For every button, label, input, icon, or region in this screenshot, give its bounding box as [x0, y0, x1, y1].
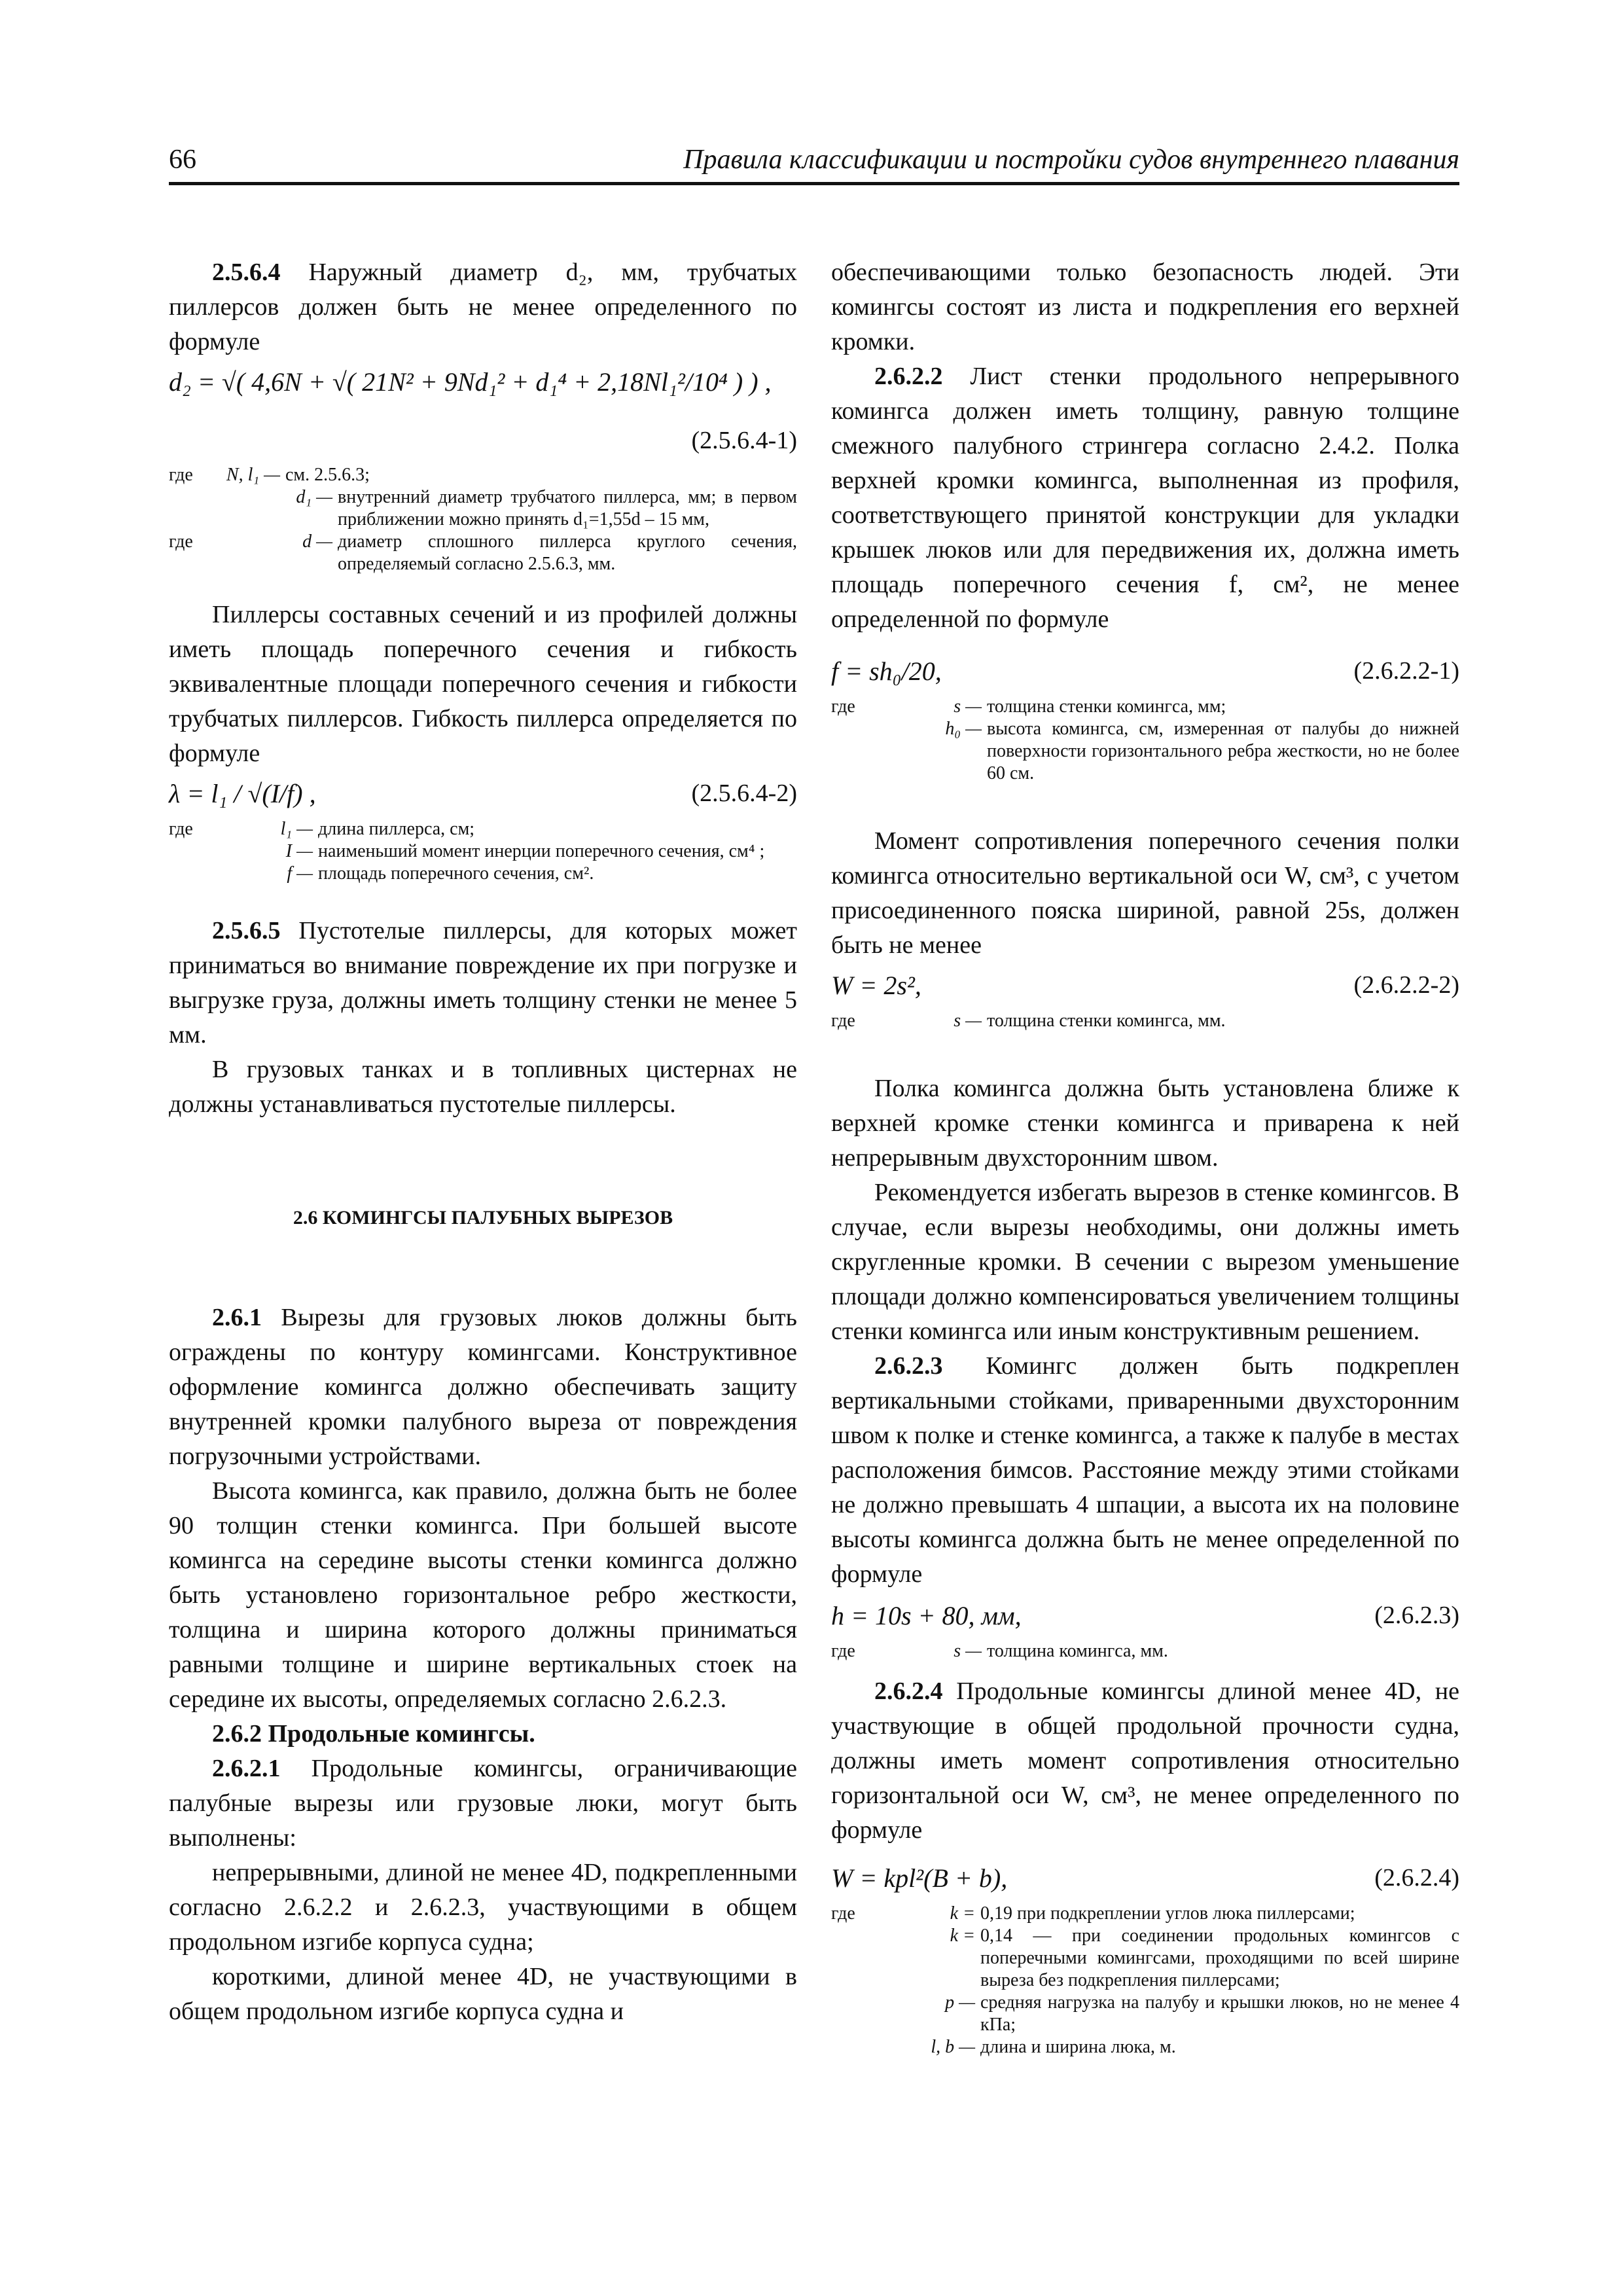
- formula-2564-1: [169, 365, 797, 404]
- running-header: [169, 143, 1459, 185]
- paragraph-height: Высота комингса, как правило, должна быть не более 90 толщин стенки комингса. При большей высоте комингса на середине высоты стенки комингса должно быть установлено горизонтальное ребро жесткости, толщина и ширина которого должны приниматься равными толщине и ширине вертикальных стоек на середине их высоты, определяемых согласно 2.6.2.3.: [169, 1477, 797, 1713]
- formula-2564-2: [169, 776, 797, 816]
- formula-number: (2.6.2.2-2): [1353, 971, 1459, 999]
- where-row: где s — толщина стенки комингса, мм;: [831, 696, 1226, 717]
- paragraph-moment: Момент сопротивления поперечного сечения полки комингса относительно вертикальной оси W, см³, с учетом присоединенного пояска шириной, равной 25s, должен быть не менее: [831, 827, 1459, 959]
- where-block-2: [169, 818, 797, 885]
- where-block-1: [169, 464, 797, 575]
- formula-number-row: [169, 423, 797, 461]
- where-row: l, b — длина и ширина люка, м.: [931, 2037, 1176, 2057]
- where-row: где s — толщина стенки комингса, мм.: [831, 1011, 1226, 1031]
- paragraph-2623: 2.6.2.3 Комингс должен быть подкреплен вертикальными стойками, приваренными двухсторонним швом к полке и стенке комингса, а также к палубе в местах расположения бимсов. Расстояние между этими стойками не должно превышать 4 шпации, а высота их на половине высоты комингса должна быть не менее определенной по формуле: [831, 1352, 1459, 1588]
- where-row: d₁ — внутренний диаметр трубчатого пиллерса, мм; в первом приближении можно принять d₁=1,55d – 15 мм,: [296, 487, 797, 529]
- paragraph-continuous: непрерывными, длиной не менее 4D, подкрепленными согласно 2.6.2.2 и 2.6.2.3, участвующими в общем продольном изгибе корпуса судна;: [169, 1859, 797, 1956]
- where-block-3: [831, 696, 1459, 785]
- formula-expression: λ = l₁ / √(I/f) ,: [169, 779, 316, 808]
- paragraph-composite-pillars: Пиллерсы составных сечений и из профилей должны иметь площадь поперечного сечения и гибкость эквивалентные площади поперечного сечения и гибкости трубчатых пиллерсов. Гибкость пиллерса определяется по формуле: [169, 601, 797, 767]
- formula-number: (2.5.6.4-2): [691, 780, 797, 807]
- where-row: p — средняя нагрузка на палубу и крышки люков, но не менее 4 кПа;: [945, 1992, 1459, 2035]
- left-column: [169, 255, 797, 2029]
- formula-2624: [831, 1861, 1459, 1900]
- formula-expression: f = sh₀/20,: [831, 656, 942, 686]
- formula-2623: [831, 1598, 1459, 1638]
- running-title: Правила классификации и постройки судов внутреннего плавания: [683, 145, 1459, 175]
- where-row: k = 0,14 — при соединении продольных комингсов с поперечными комингсами, проходящими по всей ширине выреза без подкрепления пиллерсами;: [950, 1926, 1459, 1990]
- formula-number: (2.6.2.2-1): [1353, 657, 1459, 685]
- where-row: где N, l₁ — см. 2.5.6.3;: [169, 465, 370, 485]
- where-row: h₀ — высота комингса, см, измеренная от палубы до нижней поверхности горизонтального ребра жесткости, но не более 60 см.: [945, 719, 1459, 783]
- formula-expression: d₂ = √( 4,6N + √( 21N² + 9Nd₁² + d₁⁴ + 2,18Nl₁²/10⁴ ) ) ,: [169, 367, 772, 397]
- where-block-6: [831, 1903, 1459, 2058]
- formula-expression: W = 2s²,: [831, 971, 921, 1000]
- formula-expression: h = 10s + 80, мм,: [831, 1601, 1022, 1630]
- formula-number: (2.6.2.3): [1374, 1602, 1459, 1629]
- where-block-5: [831, 1640, 1459, 1662]
- paragraph-tanks: В грузовых танках и в топливных цистернах не должны устанавливаться пустотелые пиллерсы.: [169, 1056, 797, 1118]
- section-title: 2.6 КОМИНГСЫ ПАЛУБНЫХ ВЫРЕЗОВ: [293, 1207, 673, 1229]
- paragraph-flange: Полка комингса должна быть установлена ближе к верхней кромке стенки комингса и приварена к ней непрерывным двухсторонним швом.: [831, 1075, 1459, 1172]
- where-row: где k = 0,19 при подкреплении углов люка пиллерсами;: [831, 1903, 1355, 1924]
- where-row: I — наименьший момент инерции поперечного сечения, см⁴ ;: [285, 841, 765, 861]
- where-block-4: [831, 1010, 1459, 1032]
- paragraph-short: короткими, длиной менее 4D, не участвующими в общем продольном изгибе корпуса судна и: [169, 1963, 797, 2025]
- paragraph-cutouts: Рекомендуется избегать вырезов в стенке комингсов. В случае, если вырезы необходимы, они должны иметь скругленные кромки. В сечении с вырезом уменьшение площади должно компенсироваться увеличением толщины стенки комингса или иным конструктивным решением.: [831, 1179, 1459, 1345]
- formula-number: (2.5.6.4-1): [691, 427, 797, 454]
- formula-expression: W = kpl²(B + b),: [831, 1863, 1008, 1893]
- where-row: f — площадь поперечного сечения, см².: [287, 863, 594, 884]
- paragraph-2621: 2.6.2.1 Продольные комингсы, ограничивающие палубные вырезы или грузовые люки, могут быть выполнены:: [169, 1755, 797, 1852]
- formula-2622-1: [831, 654, 1459, 693]
- where-row: где l₁ — длина пиллерса, см;: [169, 819, 475, 839]
- paragraph-2564: 2.5.6.4 Наружный диаметр d₂, мм, трубчатых пиллерсов должен быть не менее определенного по формуле: [169, 259, 797, 355]
- paragraph-continuation: обеспечивающими только безопасность людей. Эти комингсы состоят из листа и подкрепления его верхней кромки.: [831, 259, 1459, 355]
- formula-number: (2.6.2.4): [1374, 1864, 1459, 1892]
- right-column: [831, 255, 1459, 2058]
- paragraph-2624: 2.6.2.4 Продольные комингсы длиной менее 4D, не участвующие в общей продольной прочности судна, должны иметь момент сопротивления относительно горизонтальной оси W, см³, не менее определенного по формуле: [831, 1677, 1459, 1844]
- paragraph-262: 2.6.2 Продольные комингсы.: [212, 1720, 535, 1748]
- paragraph-2622: 2.6.2.2 Лист стенки продольного непрерывного комингса должен иметь толщину, равную толщине смежного палубного стрингера согласно 2.4.2. Полка верхней кромки комингса, выполненная из профиля, соответствующего принятой конструкции для укладки крышек люков или для передвижения их, должна иметь площадь поперечного сечения f, см², не менее определенной по формуле: [831, 363, 1459, 633]
- where-row: где s — толщина комингса, мм.: [831, 1641, 1168, 1661]
- formula-2622-2: [831, 968, 1459, 1007]
- paragraph-2565: 2.5.6.5 Пустотелые пиллерсы, для которых может приниматься во внимание повреждение их при погрузке и выгрузке груза, должны иметь толщину стенки не менее 5 мм.: [169, 917, 797, 1049]
- paragraph-261: 2.6.1 Вырезы для грузовых люков должны быть ограждены по контуру комингсами. Конструктивное оформление комингса должно обеспечивать защиту внутренней кромки палубного выреза от повреждения погрузочными устройствами.: [169, 1304, 797, 1470]
- page-number: 66: [169, 145, 196, 175]
- where-row: где d — диаметр сплошного пиллерса круглого сечения, определяемый согласно 2.5.6.3, мм.: [169, 531, 797, 574]
